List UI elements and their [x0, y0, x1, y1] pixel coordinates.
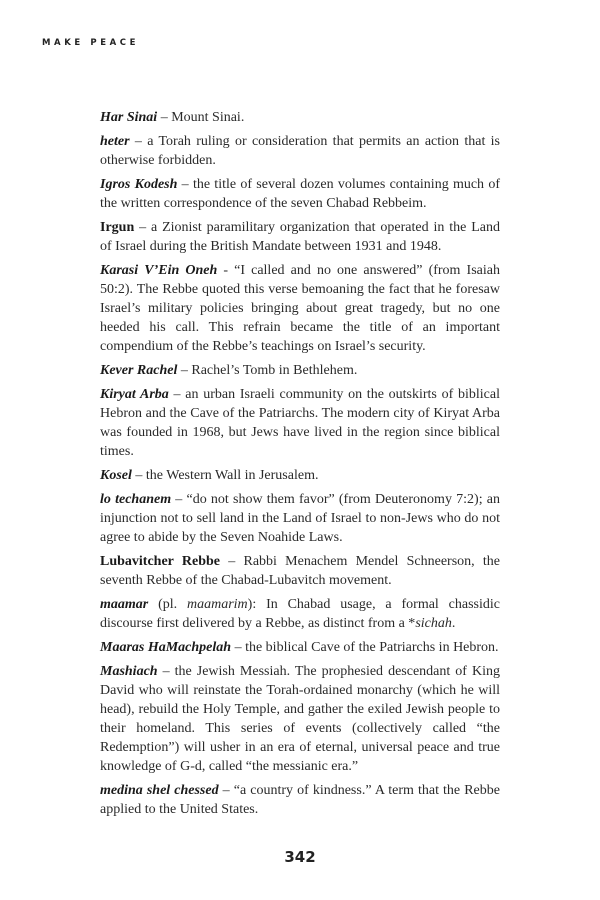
glossary-definition: – the title of several dozen volumes containing much of the written correspondence of the seven Chabad Rebbeim. [100, 177, 500, 211]
glossary-term: Kever Rachel [100, 363, 178, 378]
glossary-entry [100, 638, 500, 657]
glossary-entry [100, 466, 500, 485]
glossary-entry [100, 781, 500, 819]
glossary-entry [100, 490, 500, 547]
glossary-definition: – the Western Wall in Jerusalem. [131, 468, 319, 483]
glossary-term: Mashiach [100, 664, 158, 679]
glossary-entry [100, 662, 500, 776]
glossary-definition: – a Torah ruling or consideration that permits an action that is otherwise forbidden. [100, 134, 500, 168]
glossary-definition: – Rachel’s Tomb in Bethlehem. [177, 363, 358, 378]
glossary-entry [100, 595, 500, 633]
glossary-definition: sichah [415, 616, 452, 631]
glossary-definition: – “a country of kindness.” A term that the Rebbe applied to the United States. [100, 783, 500, 817]
glossary-definition: – Rabbi Menachem Mendel Schneerson, the seventh Rebbe of the Chabad-Lubavitch movement. [100, 554, 501, 588]
glossary-entry [100, 361, 500, 380]
glossary-term: lo techanem [100, 492, 172, 507]
glossary-entry [100, 552, 500, 590]
glossary-term: Igros Kodesh [100, 177, 178, 192]
glossary-entry [100, 218, 500, 256]
glossary-definition: – a Zionist paramilitary organization that operated in the Land of Israel during the British Mandate between 1931 and 1948. [100, 220, 500, 254]
glossary-entry [100, 261, 500, 356]
glossary-entry [100, 132, 500, 170]
glossary-list [100, 108, 500, 824]
glossary-term: Kiryat Arba [100, 387, 169, 402]
glossary-term: Kosel [100, 468, 132, 483]
glossary-term: Maaras HaMachpelah [100, 640, 232, 655]
glossary-entry [100, 175, 500, 213]
glossary-term: Lubavitcher Rebbe [100, 554, 220, 569]
running-head: MAKE PEACE [42, 38, 140, 48]
glossary-term: maamar [100, 597, 149, 612]
glossary-definition: – the biblical Cave of the Patriarchs in Hebron. [231, 640, 499, 655]
glossary-definition: maamarim [187, 597, 248, 612]
glossary-definition: (pl. [148, 597, 187, 612]
glossary-definition: . [451, 616, 456, 631]
glossary-term: Har Sinai [100, 110, 158, 125]
page-number: 342 [284, 848, 316, 866]
glossary-entry [100, 108, 500, 127]
glossary-definition: – the Jewish Messiah. The prophesied descendant of King David who will reinstate the Torah-ordained monarchy (which he will head), rebuild the Holy Temple, and gather the exiled Jewish people to their homeland. This series of events (collectively called “the Redemption”) will usher in an era of eternal, universal peace and true knowledge of G-d, called “the messianic era.” [100, 664, 500, 774]
glossary-definition: - “I called and no one answered” (from Isaiah 50:2). The Rebbe quoted this verse bemoaning the fact that he foresaw Israel’s military policies bringing about great tragedy, but no one heeded his call. This refrain became the title of an important compendium of the Rebbe’s teachings on Israel’s security. [100, 263, 500, 354]
glossary-term: heter [100, 134, 130, 149]
glossary-entry [100, 385, 500, 461]
glossary-definition: – an urban Israeli community on the outskirts of biblical Hebron and the Cave of the Patriarchs. The modern city of Kiryat Arba was founded in 1968, but Jews have lived in the region since biblical times. [100, 387, 501, 459]
glossary-definition: – Mount Sinai. [157, 110, 245, 125]
glossary-term: medina shel chessed [100, 783, 219, 798]
glossary-term: Karasi V’Ein Oneh [100, 263, 218, 278]
glossary-definition: – “do not show them favor” (from Deuteronomy 7:2); an injunction not to sell land in the Land of Israel to non-Jews who do not agree to abide by the Seven Noahide Laws. [100, 492, 501, 545]
glossary-definition: ): In Chabad usage, a formal chassidic discourse first delivered by a Rebbe, as distinct from a * [100, 597, 500, 631]
glossary-term: Irgun [100, 220, 135, 235]
